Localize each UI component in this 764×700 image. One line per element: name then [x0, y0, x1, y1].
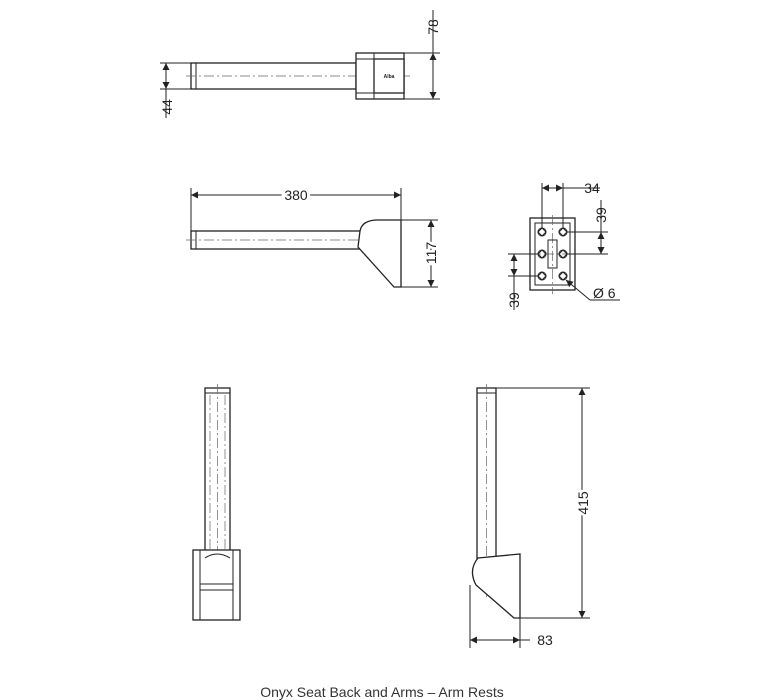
side-view-bracket [358, 220, 401, 287]
dim-side-height: 117 [423, 241, 439, 265]
dim-plate-bottom: 39 [506, 292, 522, 308]
dim-vertical-depth: 83 [537, 632, 553, 648]
dim-tube-diameter: 44 [159, 99, 175, 115]
top-view [159, 10, 441, 118]
dim-top-height: 78 [425, 19, 441, 35]
dim-vertical-height: 415 [575, 491, 591, 515]
dim-hole-diameter: Ø 6 [593, 285, 616, 301]
figure-caption: Onyx Seat Back and Arms – Arm Rests [260, 684, 504, 700]
plate-view [506, 180, 620, 310]
front-view [193, 384, 240, 620]
vertical-side-view [470, 384, 591, 648]
dim-side-length: 380 [284, 187, 308, 203]
logo-mark: Alba [383, 74, 395, 80]
dim-plate-width: 34 [584, 180, 600, 196]
vertical-side-bracket [472, 554, 520, 618]
dim-plate-top: 39 [593, 207, 609, 223]
side-view [186, 187, 439, 287]
